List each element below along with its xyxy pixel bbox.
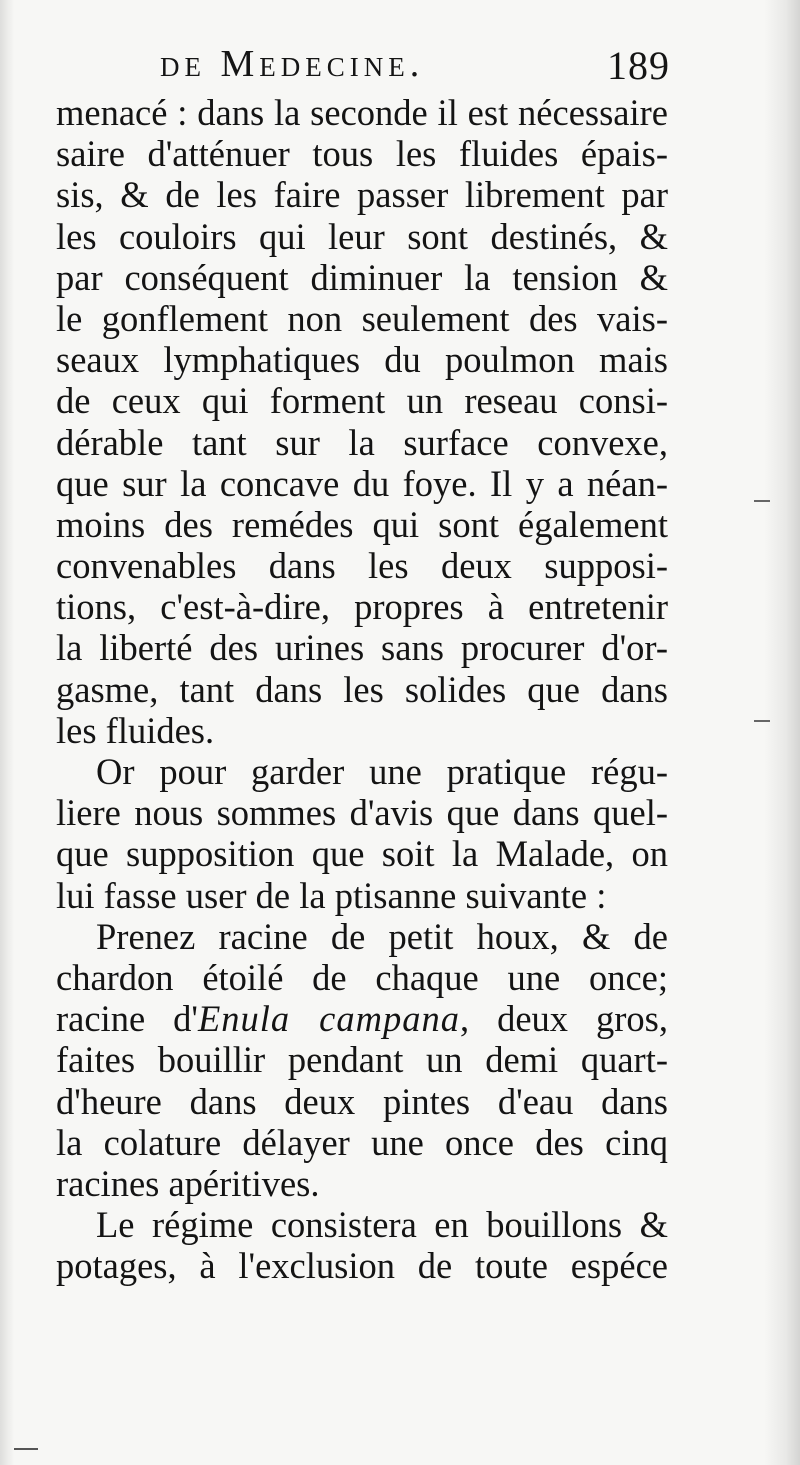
text-fragment: racine d' <box>56 998 198 1040</box>
page-right-shadow <box>764 0 800 1465</box>
text-line: la colature délayer une once des cinq <box>56 1121 668 1163</box>
text-line: Or pour garder une pratique régu- <box>96 751 668 792</box>
text-line: lui fasse user de la ptisanne suivante : <box>56 874 607 916</box>
text-line: que sur la concave du foye. Il y a néan- <box>56 462 668 504</box>
text-line: racines apéritives. <box>56 1162 320 1204</box>
text-line: d'heure dans deux pintes d'eau dans <box>56 1080 668 1122</box>
text-line-with-italic <box>56 998 668 1039</box>
text-line: Le régime consistera en bouillons & <box>96 1204 668 1246</box>
bottom-rule <box>14 1448 38 1450</box>
text-line: faites bouillir pendant un demi quart- <box>56 1039 668 1081</box>
text-line: la liberté des urines sans procurer d'or- <box>56 627 668 669</box>
text-line: les fluides. <box>56 709 215 751</box>
text-line: sis, & de les faire passer librement par <box>56 174 668 216</box>
text-line: par conséquent diminuer la tension & <box>56 256 668 298</box>
italic-latin-name: Enula campana <box>197 998 460 1040</box>
body-text <box>56 92 668 1286</box>
page-number: 189 <box>607 43 670 88</box>
text-line: que supposition que soit la Malade, on <box>56 833 668 875</box>
text-fragment: , deux gros, <box>459 998 668 1040</box>
text-line: moins des remédes qui sont également <box>56 503 668 545</box>
text-line: le gonflement non seulement des vais- <box>56 297 668 339</box>
text-line: potages, à l'exclusion de toute espéce <box>56 1245 668 1287</box>
text-line: de ceux qui forment un reseau consi- <box>56 380 668 422</box>
text-line: dérable tant sur la surface convexe, <box>56 421 668 463</box>
text-line: seaux lymphatiques du poulmon mais <box>56 339 668 381</box>
margin-mark <box>754 500 770 502</box>
running-head <box>160 42 670 88</box>
page-left-shadow <box>0 0 14 1465</box>
text-line: liere nous sommes d'avis que dans quel- <box>56 792 668 834</box>
text-line: Prenez racine de petit houx, & de <box>96 915 668 957</box>
text-line: convenables dans les deux supposi- <box>56 545 668 587</box>
running-head-title: de Medecine. <box>160 43 425 85</box>
text-line: tions, c'est-à-dire, propres à entretenir <box>56 586 668 628</box>
text-line: gasme, tant dans les solides que dans <box>56 668 668 710</box>
margin-mark <box>754 720 770 722</box>
text-line: les couloirs qui leur sont destinés, & <box>56 215 668 257</box>
text-line: chardon étoilé de chaque une once; <box>56 956 668 998</box>
text-line: menacé : dans la seconde il est nécessaire <box>56 92 668 133</box>
text-line: saire d'atténuer tous les fluides épais- <box>56 133 668 175</box>
